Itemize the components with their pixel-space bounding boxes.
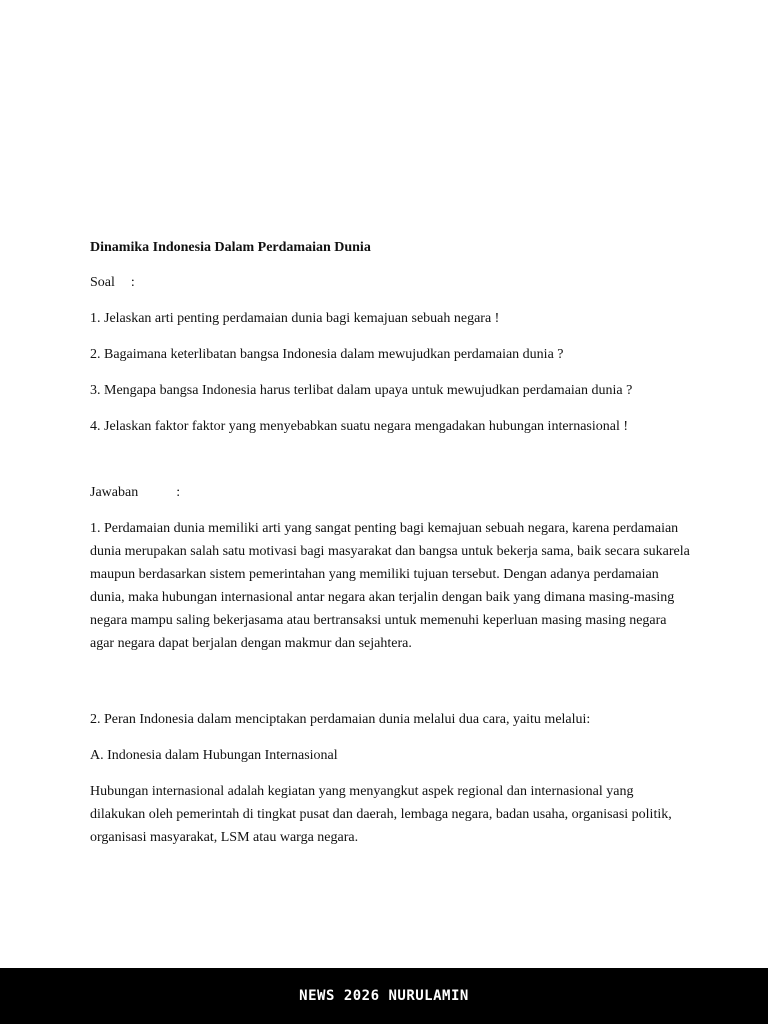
answer-2-sub-a-text: Hubungan internasional adalah kegiatan yang menyangkut aspek regional dan internasional yang dilakukan oleh pemerintah di tingkat pusat dan daerah, lembaga negara, badan usaha, organisasi politik, organisasi masyarakat, LSM atau warga negara. — [90, 784, 672, 845]
answer-2-intro: 2. Peran Indonesia dalam menciptakan perdamaian dunia melalui dua cara, yaitu melalui: — [90, 712, 591, 727]
soal-colon: : — [130, 275, 135, 290]
document-title: Dinamika Indonesia Dalam Perdamaian Dunia — [90, 240, 371, 255]
footer-banner — [0, 968, 768, 1024]
question-3: 3. Mengapa bangsa Indonesia harus terlibat dalam upaya untuk mewujudkan perdamaian dunia ? — [90, 383, 633, 398]
question-2: 2. Bagaimana keterlibatan bangsa Indonesia dalam mewujudkan perdamaian dunia ? — [90, 347, 564, 362]
document-content — [90, 236, 690, 862]
question-4: 4. Jelaskan faktor faktor yang menyebabkan suatu negara mengadakan hubungan internasional ! — [90, 419, 629, 434]
soal-heading — [90, 271, 690, 294]
jawaban-heading — [90, 481, 690, 504]
answer-1: 1. Perdamaian dunia memiliki arti yang sangat penting bagi kemajuan sebuah negara, karena perdamaian dunia merupakan salah satu motivasi bagi masyarakat dan bangsa untuk bekerja sama, baik secara sukarela maupun berdasarkan sistem pemerintahan yang memiliki tujuan tersebut. Dengan adanya perdamaian dunia, maka hubungan internasional antar negara akan terjalin dengan baik yang dimana masing-masing negara mampu saling bekerjasama atau bertransaksi untuk memenuhi keperluan masing masing negara agar negara dapat berjalan dengan makmur dan sejahtera. — [90, 521, 690, 651]
jawaban-colon: : — [176, 485, 181, 500]
jawaban-label: Jawaban — [90, 485, 139, 500]
question-1: 1. Jelaskan arti penting perdamaian dunia bagi kemajuan sebuah negara ! — [90, 311, 500, 326]
answer-2-subheading-a: A. Indonesia dalam Hubungan Internasional — [90, 748, 338, 763]
footer-text: NEWS 2026 NURULAMIN — [299, 988, 469, 1004]
soal-label: Soal — [90, 275, 115, 290]
